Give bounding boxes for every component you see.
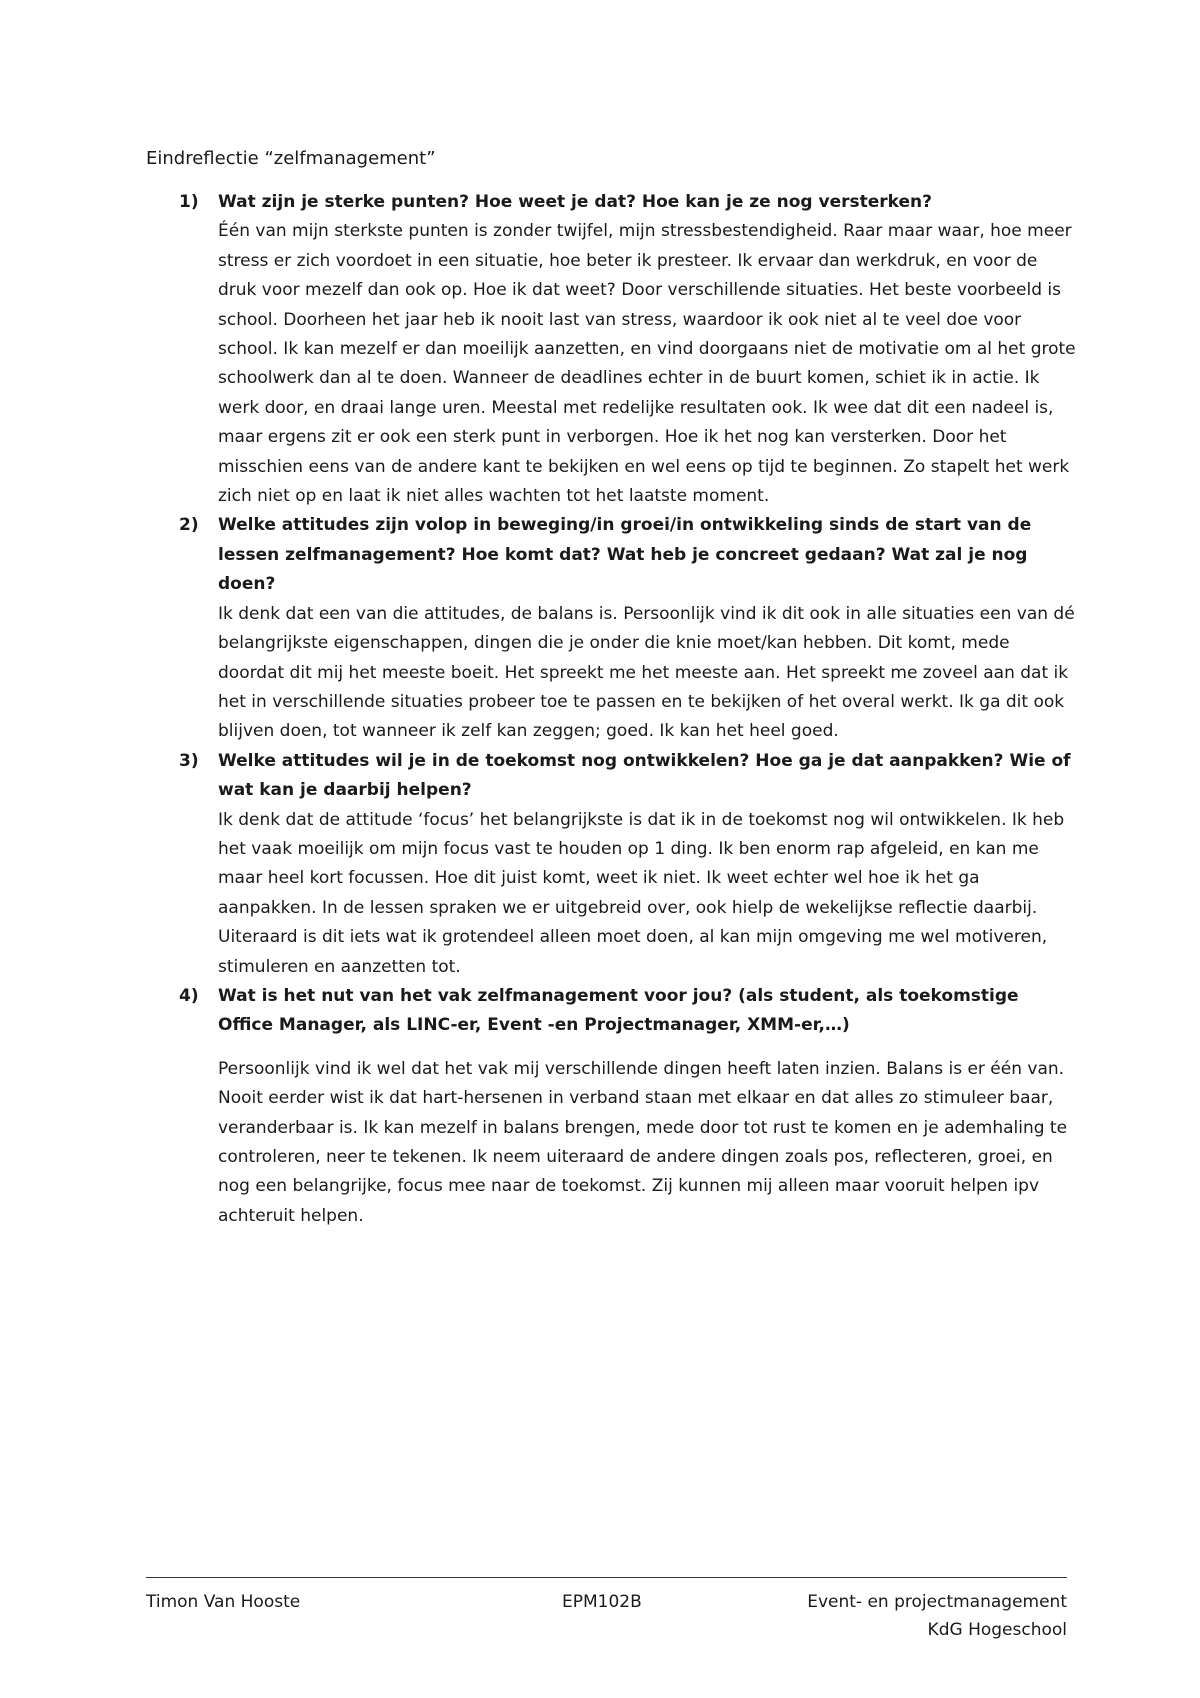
answer-text: Één van mijn sterkste punten is zonder twijfel, mijn stressbestendigheid. Raar maar waar, hoe meer stress er zich voordoet in een situatie, hoe beter ik presteer. Ik ervaar dan werkdruk, en voor de druk voor mezelf dan ook op. Hoe ik dat weet? Door verschillende situaties. Het beste voorbeeld is school. Doorheen het jaar heb ik nooit last van stress, waardoor ik ook niet al te veel doe voor school. Ik kan mezelf er dan moeilijk aanzetten, en vind doorgaans niet de motivatie om al het grote schoolwerk dan al te doen. Wanneer de deadlines echter in de buurt komen, schiet ik in actie. Ik werk door, en draai lange uren. Meestal met redelijke resultaten ook. Ik wee dat dit een nadeel is, maar ergens zit er ook een sterk punt in verborgen. Hoe ik het nog kan versterken. Door het misschien eens van de andere kant te bekijken en wel eens op tijd te beginnen. Zo stapelt het werk zich niet op en laat ik niet alles wachten tot het laatste moment. [218, 221, 1076, 507]
question-text: Welke attitudes wil je in de toekomst nog ontwikkelen? Hoe ga je dat aanpakken? Wie of wat kan je daarbij helpen? [218, 750, 1071, 801]
question-item-4 [146, 982, 1076, 1231]
footer-school: KdG Hogeschool [927, 1620, 1067, 1640]
question-text: Wat zijn je sterke punten? Hoe weet je dat? Hoe kan je ze nog versterken? [218, 192, 932, 212]
question-text: Welke attitudes zijn volop in beweging/in groei/in ontwikkeling sinds de start van de lessen zelfmanagement? Hoe komt dat? Wat heb je concreet gedaan? Wat zal je nog doen? [218, 515, 1032, 595]
question-number: 3) [179, 750, 199, 771]
question-text: Wat is het nut van het vak zelfmanagement voor jou? (als student, als toekomstige Office Manager, als LINC-er, Event -en Projectmanager, XMM-er,…) [218, 985, 1019, 1036]
footer-divider [146, 1577, 1067, 1578]
question-item-2 [146, 511, 1076, 746]
question-item-1 [146, 188, 1076, 511]
footer-course-name: Event- en projectmanagement [807, 1592, 1067, 1612]
question-number: 2) [179, 515, 199, 536]
question-number: 1) [179, 192, 199, 212]
question-item-3 [146, 747, 1076, 982]
document-title: Eindreflectie “zelfmanagement” [146, 148, 436, 169]
question-list [146, 188, 1076, 1231]
answer-text: Ik denk dat een van die attitudes, de balans is. Persoonlijk vind ik dit ook in alle situaties een van dé belangrijkste eigenschappen, dingen die je onder die knie moet/kan hebben. Dit komt, mede doordat dit mij het meeste boeit. Het spreekt me het meeste aan. Het spreekt me zoveel aan dat ik het in verschillende situaties probeer toe te passen en te bekijken of het overal werkt. Ik ga dit ook blijven doen, tot wanneer ik zelf kan zeggen; goed. Ik kan het heel goed. [218, 603, 1075, 742]
footer-course-code: EPM102B [562, 1592, 642, 1612]
question-number: 4) [179, 985, 199, 1006]
footer-course-info [807, 1588, 1067, 1644]
answer-text: Persoonlijk vind ik wel dat het vak mij verschillende dingen heeft laten inzien. Balans is er één van. Nooit eerder wist ik dat hart-hersenen in verband staan met elkaar en dat alles zo stimuleer baar, veranderbaar is. Ik kan mezelf in balans brengen, mede door tot rust te komen en je ademhaling te controleren, neer te tekenen. Ik neem uiteraard de andere dingen zoals pos, reflecteren, groei, en nog een belangrijke, focus mee naar de toekomst. Zij kunnen mij alleen maar vooruit helpen ipv achteruit helpen. [218, 1058, 1068, 1226]
answer-text: Ik denk dat de attitude ‘focus’ het belangrijkste is dat ik in de toekomst nog wil ontwikkelen. Ik heb het vaak moeilijk om mijn focus vast te houden op 1 ding. Ik ben enorm rap afgeleid, en kan me maar heel kort focussen. Hoe dit juist komt, weet ik niet. Ik weet echter wel hoe ik het ga aanpakken. In de lessen spraken we er uitgebreid over, ook hielp de wekelijkse reflectie daarbij. Uiteraard is dit iets wat ik grotendeel alleen moet doen, al kan mijn omgeving me wel motiveren, stimuleren en aanzetten tot. [218, 809, 1065, 977]
footer-author: Timon Van Hooste [146, 1592, 301, 1612]
